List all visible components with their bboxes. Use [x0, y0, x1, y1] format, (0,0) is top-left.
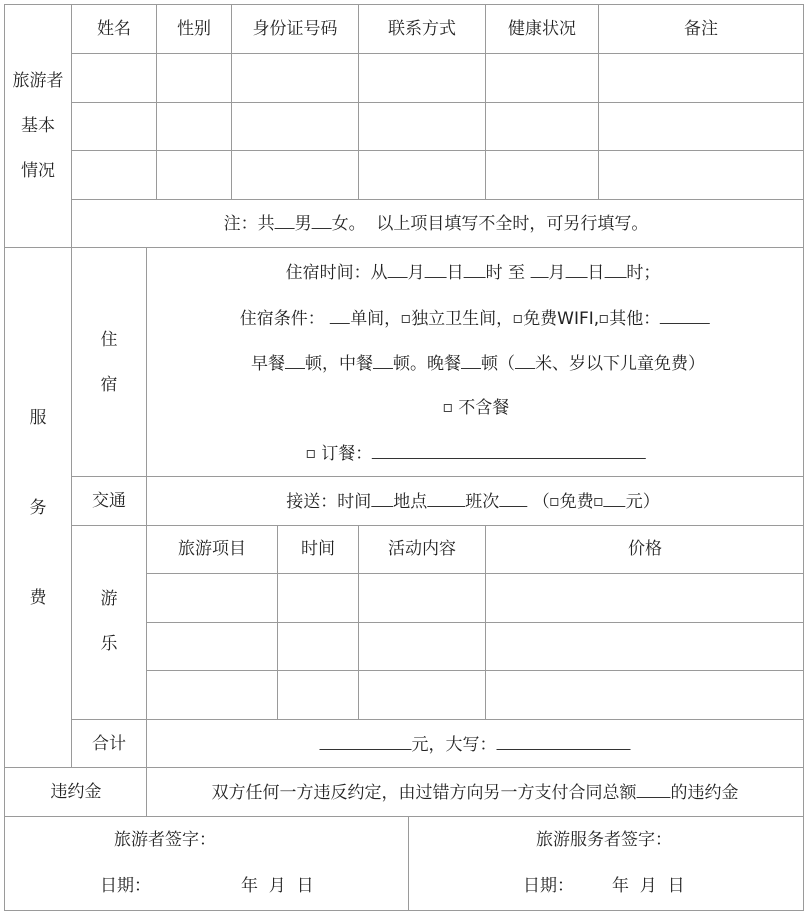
- entertainment-label-1: 游: [100, 589, 118, 609]
- header-time: 时间: [301, 539, 335, 559]
- lodging-label-2: 宿: [100, 375, 118, 395]
- penalty-label: 违约金: [50, 782, 102, 802]
- provider-date-label: 日期：: [523, 876, 574, 896]
- header-tour-item: 旅游项目: [178, 539, 246, 559]
- checkbox-private-bath[interactable]: [402, 315, 410, 323]
- lodging-label-1: 住: [100, 330, 118, 350]
- header-remarks: 备注: [684, 19, 718, 39]
- provider-date-ymd: 年 月 日: [612, 876, 685, 896]
- tourist-note: 注：共 男 女。 以上项目填写不全时，可另行填写。: [223, 214, 649, 234]
- penalty-text: 双方任何一方违反约定，由过错方向另一方支付合同总额 的违约金: [211, 783, 739, 803]
- checkbox-free-wifi[interactable]: [514, 315, 522, 323]
- checkbox-other[interactable]: [600, 315, 608, 323]
- service-section-label-3: 费: [29, 588, 47, 608]
- service-section-label-2: 务: [29, 498, 47, 518]
- header-id-number: 身份证号码: [252, 19, 338, 39]
- lodging-meals: 早餐 顿，中餐 顿。晚餐 顿（ 米、岁以下儿童免费）: [251, 354, 705, 374]
- total-label: 合计: [92, 734, 126, 754]
- checkbox-paid-transport[interactable]: [595, 498, 603, 506]
- transport-details: 接送：时间 地点 班次 （ 免费 元）: [286, 492, 660, 512]
- lodging-booking: 订餐：: [306, 442, 646, 464]
- header-health: 健康状况: [508, 19, 576, 39]
- tourist-section-label-3: 情况: [21, 161, 55, 181]
- total-amount: 元，大写：: [320, 733, 631, 755]
- lodging-time: 住宿时间：从 月 日 时 至 月 日 时；: [285, 263, 661, 283]
- lodging-conditions: 住宿条件： 单间， 独立卫生间， 免费WIFI, 其他：: [240, 307, 710, 329]
- tourist-date-label: 日期：: [100, 876, 151, 896]
- service-section-label-1: 服: [29, 408, 47, 428]
- header-contact: 联系方式: [388, 19, 456, 39]
- tourist-date-ymd: 年 月 日: [241, 876, 314, 896]
- header-price: 价格: [628, 539, 662, 559]
- tourist-section-label-2: 基本: [21, 116, 55, 136]
- header-name: 姓名: [97, 19, 131, 39]
- entertainment-label-2: 乐: [100, 634, 118, 654]
- transport-label: 交通: [92, 491, 126, 511]
- tourist-signature-label: 旅游者签字：: [114, 830, 216, 850]
- header-activity: 活动内容: [388, 539, 456, 559]
- lodging-no-meals: 不含餐: [443, 398, 509, 418]
- checkbox-free-transport[interactable]: [551, 498, 559, 506]
- checkbox-no-meals[interactable]: [444, 404, 452, 412]
- header-gender: 性别: [177, 19, 211, 39]
- tourist-section-label-1: 旅游者: [12, 71, 64, 91]
- provider-signature-label: 旅游服务者签字：: [536, 830, 672, 850]
- checkbox-booking[interactable]: [307, 450, 315, 458]
